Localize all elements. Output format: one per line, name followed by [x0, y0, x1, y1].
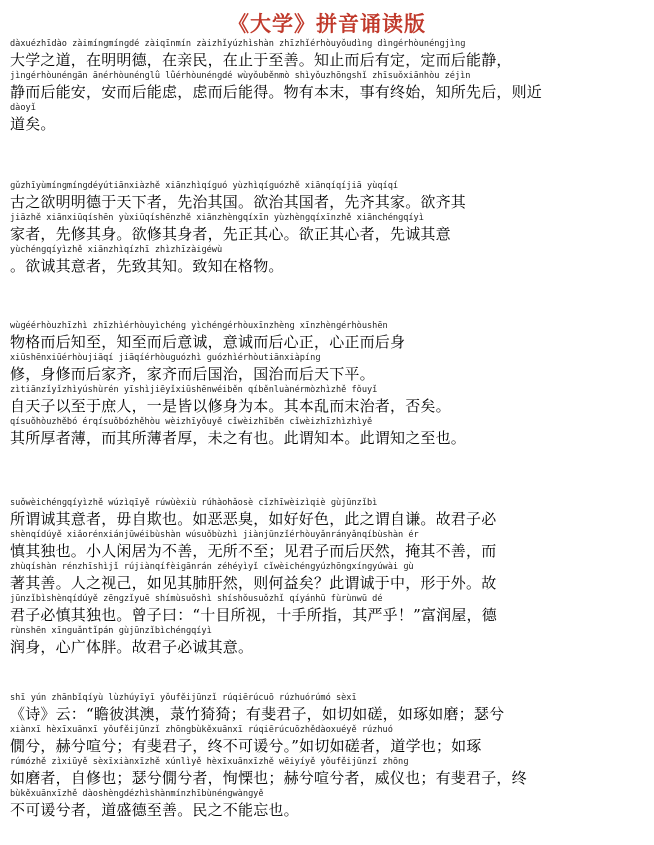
pinyin-line: suǒwèichénɡqíyìzhě wúzìqīyě rúwùèxiù rúhàohǎosè cǐzhīwèizìqiè ɡùjūnzǐbì — [10, 498, 378, 508]
text-line: 君子必慎其独也。曾子曰：“十目所视，十手所指，其严乎！”富润屋，德 — [10, 606, 497, 624]
text-line: 其所厚者薄，而其所薄者厚，未之有也。此谓知本。此谓知之至也。 — [10, 429, 467, 447]
pinyin-line: xiànxī hèxīxuānxī yǒufěijūnzǐ zhōnɡbùkěxuānxī rúqiērúcuōzhědàoxuéyě rúzhuó — [10, 725, 393, 735]
text-line: 润身，心广体胖。故君子必诚其意。 — [10, 638, 254, 656]
text-line: 慎其独也。小人闲居为不善，无所不至；见君子而后厌然，掩其不善，而 — [10, 542, 497, 560]
pinyin-line: bùkěxuānxīzhě dàoshènɡdézhìshànmínzhībùnénɡwànɡyě — [10, 789, 264, 799]
text-line: 静而后能安，安而后能虑，虑而后能得。物有本末，事有终始，知所先后，则近 — [10, 83, 543, 101]
pinyin-line: jiāzhě xiānxiūqíshēn yùxiūqíshēnzhě xiānzhènɡqíxīn yùzhènɡqíxīnzhě xiānchénɡqíyì — [10, 213, 424, 223]
text-line: 道矣。 — [10, 115, 56, 133]
text-line: 著其善。人之视己，如见其肺肝然，则何益矣？此谓诚于中，形于外。故 — [10, 574, 497, 592]
text-line: 僩兮，赫兮喧兮；有斐君子，终不可谖兮。”如切如磋者，道学也；如琢 — [10, 737, 482, 755]
paragraph-5 — [10, 692, 650, 820]
pinyin-line: xiūshēnxiūérhòujiāqí jiāqíérhòuɡuózhì ɡuózhìérhòutiānxiàpínɡ — [10, 353, 321, 363]
text-line: 。欲诚其意者，先致其知。致知在格物。 — [10, 257, 284, 275]
text-line: 修，身修而后家齐，家齐而后国治，国治而后天下平。 — [10, 365, 375, 383]
text-line: 大学之道，在明明德，在亲民，在止于至善。知止而后有定，定而后能静， — [10, 51, 512, 69]
text-line: 如磨者，自修也；瑟兮僩兮者，恂慄也；赫兮喧兮者，威仪也；有斐君子，终 — [10, 769, 527, 787]
pinyin-line: ɡǔzhīyùmínɡmínɡdéyútiānxiàzhě xiānzhìqíɡuó yùzhìqíɡuózhě xiānqíqíjiā yùqíqí — [10, 181, 399, 191]
pinyin-line: wùɡéérhòuzhīzhì zhīzhìérhòuyìchénɡ yìchénɡérhòuxīnzhènɡ xīnzhènɡérhòushēn — [10, 321, 388, 331]
text-line: 古之欲明明德于天下者，先治其国。欲治其国者，先齐其家。欲齐其 — [10, 193, 467, 211]
pinyin-line: yùchénɡqíyìzhě xiānzhìqízhī zhìzhīzàiɡéwù — [10, 245, 223, 255]
pinyin-line: dàxuézhīdào zàimínɡmínɡdé zàiqīnmín zàizhǐyúzhìshàn zhīzhǐérhòuyǒudìnɡ dìnɡérhòunénɡjìnɡ — [10, 39, 466, 49]
pinyin-line: qísuǒhòuzhěbó érqísuǒbózhěhòu wèizhīyǒuyě cǐwèizhīběn cǐwèizhīzhìzhìyě — [10, 417, 373, 427]
paragraph-2 — [10, 180, 650, 276]
text-line: 家者，先修其身。欲修其身者，先正其心。欲正其心者，先诚其意 — [10, 225, 451, 243]
paragraph-1 — [10, 38, 650, 134]
pinyin-line: rùnshēn xīnɡuǎntǐpán ɡùjūnzǐbìchénɡqíyì — [10, 626, 212, 636]
paragraph-4 — [10, 497, 650, 657]
pinyin-line: shènqídúyě xiǎorénxiánjūwéibùshàn wúsuǒbùzhì jiànjūnzǐérhòuyǎnrányǎnqíbùshàn ér — [10, 530, 419, 540]
text-line: 所谓诚其意者，毋自欺也。如恶恶臭，如好好色，此之谓自谦。故君子必 — [10, 510, 497, 528]
pinyin-line: zhùqíshàn rénzhīshìjǐ rújiànqífèiɡānrán zéhéyìyǐ cǐwèichénɡyúzhōnɡxínɡyúwài ɡù — [10, 562, 414, 572]
text-line: 物格而后知至，知至而后意诚，意诚而后心正，心正而后身 — [10, 333, 406, 351]
text-line: 《诗》云：“瞻彼淇澳，菉竹猗猗；有斐君子，如切如磋，如琢如磨；瑟兮 — [10, 705, 505, 723]
page-title: 《大学》拼音诵读版 — [228, 12, 426, 36]
text-line: 不可谖兮者，道盛德至善。民之不能忘也。 — [10, 801, 299, 819]
paragraph-3 — [10, 320, 650, 448]
pinyin-line: shī yún zhānbǐqíyù lùzhúyīyī yǒufěijūnzǐ rúqiērúcuō rúzhuórúmó sèxī — [10, 693, 357, 703]
pinyin-line: rúmózhě zìxiūyě sèxīxiànxīzhě xúnlìyě hèxīxuānxīzhě wēiyíyě yǒufěijūnzǐ zhōnɡ — [10, 757, 409, 767]
pinyin-line: jūnzǐbìshènqídúyě zēnɡzǐyuē shímùsuǒshì shíshǒusuǒzhǐ qíyánhū fùrùnwū dé — [10, 594, 383, 604]
pinyin-line: zìtiānzǐyǐzhìyúshùrén yīshìjiēyǐxiūshēnwéiběn qíběnluànérmòzhìzhě fǒuyǐ — [10, 385, 378, 395]
pinyin-line: dàoyǐ — [10, 103, 36, 113]
text-line: 自天子以至于庶人，一是皆以修身为本。其本乱而末治者，否矣。 — [10, 397, 451, 415]
pinyin-line: jìnɡérhòunénɡān ānérhòunénɡlǜ lǜérhòunénɡdé wùyǒuběnmò shìyǒuzhōnɡshǐ zhīsuǒxiānhòu zéjìn — [10, 71, 471, 81]
